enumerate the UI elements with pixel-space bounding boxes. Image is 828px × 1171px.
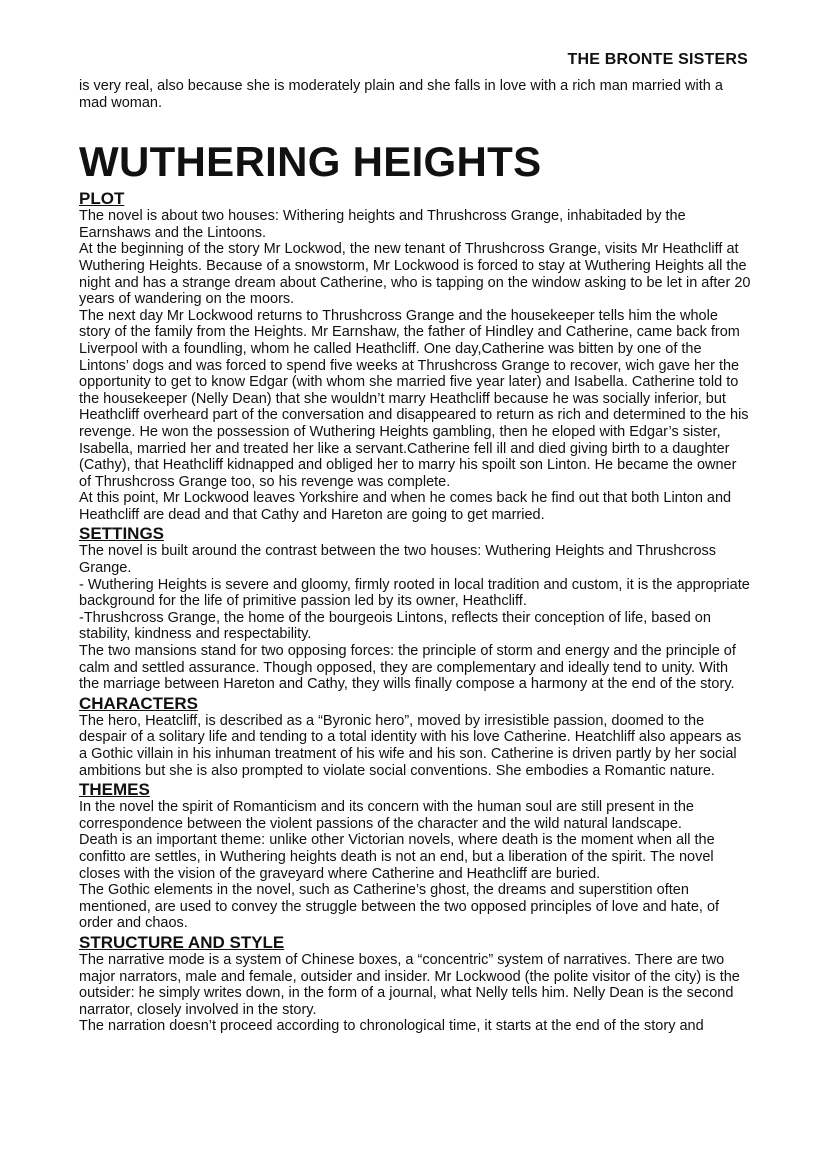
section-structure-and-style [79,933,751,1035]
section-settings [79,524,751,692]
paragraph: Death is an important theme: unlike other Victorian novels, where death is the moment when all the confitto are settles, in Wuthering heights death is not an end, but a liberation of the spirit. The novel closes with the vision of the graveyard where Catherine and Heathcliff are buried. [79,832,715,882]
paragraph: The Gothic elements in the novel, such as Catherine’s ghost, the dreams and superstition often mentioned, are used to convey the struggle between the two opposed principles of love and hate, of order and chaos. [79,882,720,932]
page-content [79,78,751,1035]
paragraph: - Wuthering Heights is severe and gloomy, firmly rooted in local tradition and custom, it is the appropriate background for the life of primitive passion led by its owner, Heathcliff. [79,576,750,610]
paragraph: In the novel the spirit of Romanticism and its concern with the human soul are still present in the correspondence between the violent passions of the character and the wild natural landscape. [79,799,694,832]
section-themes [79,780,751,932]
paragraph: At this point, Mr Lockwood leaves Yorkshire and when he comes back he find out that both Linton and Heathcliff are dead and that Cathy and Hareton are going to get married. [79,490,732,523]
paragraph: At the beginning of the story Mr Lockwod, the new tenant of Thrushcross Grange, visits Mr Heathcliff at Wuthering Heights. Because of a snowstorm, Mr Lockwood is forced to stay at Wuthering Heights all the night and has a strange dream about Catherine, who is tapping on the window asking to be let in after 20 years of wandering on the moors. [79,241,751,308]
section-heading: SETTINGS [79,524,165,544]
paragraph: The two mansions stand for two opposing forces: the principle of storm and energy and the principle of calm and settled assurance. Though opposed, they are complementary and ideally tend to unity. With the marriage between Hareton and Cathy, they wills finally compose a harmony at the end of the story. [79,643,736,693]
paragraph: The narrative mode is a system of Chinese boxes, a “concentric” system of narratives. There are two major narrators, male and female, outsider and insider. Mr Lockwood (the polite visitor of the city) is the outsider: he simply writes down, in the form of a journal, what Nelly tells him. Nelly Dean is the second narrator, closely involved in the story. [79,951,740,1018]
section-heading: STRUCTURE AND STYLE [79,932,285,952]
section-heading: CHARACTERS [79,693,198,713]
section-heading: THEMES [79,780,150,800]
paragraph: The next day Mr Lockwood returns to Thrushcross Grange and the housekeeper tells him the whole story of the family from the Heights. Mr Earnshaw, the father of Hindley and Catherine, came back from Liverpool with a foundling, whom he called Heathcliff. One day,Catherine was bitten by one of the Lintons’ dogs and was forced to spend five weeks at Thrushcross Grange to recover, wich gave her the opportunity to get to know Edgar (with whom she married five year later) and Isabella. Catherine told to the housekeeper (Nelly Dean) that she wouldn’t marry Heathcliff because he was socially inferior, but Heathcliff overheard part of the conversation and disappeared to return as rich and determined to the his revenge. He won the possession of Wuthering Heights gambling, then he eloped with Edgar’s sister, Isabella, married her and treated her like a servant.Catherine fell ill and died giving birth to a daughter (Cathy), that Heathcliff kidnapped and obliged her to marry his spoilt son Linton. He became the owner of Thrushcross Grange too, so his revenge was complete. [79,307,749,490]
paragraph: The novel is built around the contrast between the two houses: Wuthering Heights and Thrushcross Grange. [79,543,717,577]
intro-paragraph: is very real, also because she is moderately plain and she falls in love with a rich man married with a mad woman. [79,78,723,111]
paragraph: The novel is about two houses: Withering heights and Thrushcross Grange, inhabitaded by the Earnshaws and the Lintoons. [79,208,686,241]
section-characters [79,694,751,779]
running-header: THE BRONTE SISTERS [567,51,748,68]
page-title: WUTHERING HEIGHTS [79,138,542,186]
paragraph: -Thrushcross Grange, the home of the bourgeois Lintons, reflects their conception of life, based on stability, kindness and respectability. [79,609,711,643]
section-plot [79,189,751,523]
section-heading: PLOT [79,189,125,209]
paragraph: The hero, Heatcliff, is described as a “Byronic hero”, moved by irresistible passion, doomed to the despair of a solitary life and tending to a total identity with his love Catherine. Heatchliff also appears as a Gothic villain in his inhuman treatment of his wife and his son. Catherine is driven partly by her social ambitions but she is also prompted to violate social conventions. She embodies a Romantic nature. [79,712,742,779]
paragraph: The narration doesn’t proceed according to chronological time, it starts at the end of the story and [79,1018,704,1035]
